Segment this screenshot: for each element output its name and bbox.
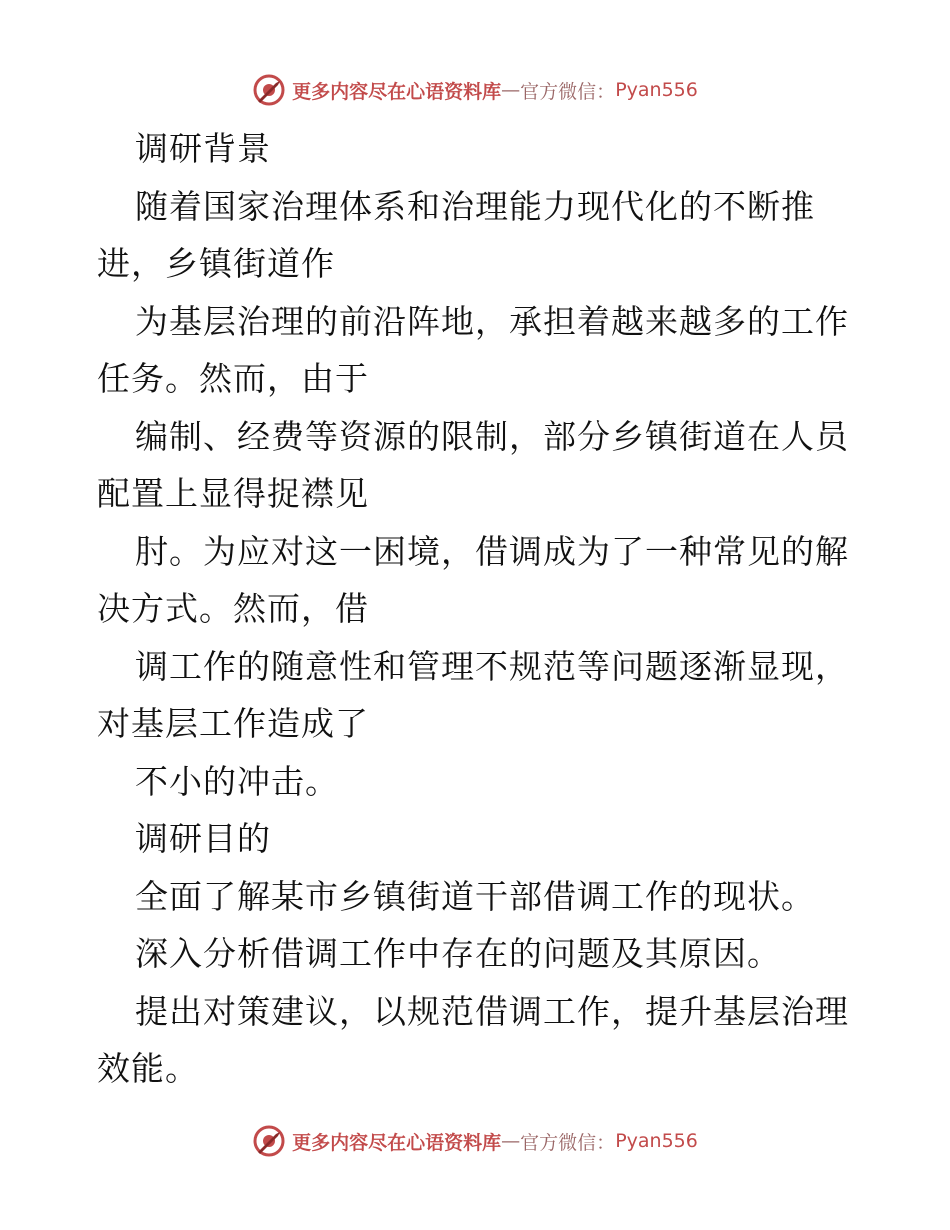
banner-wechat-id: Pyan556 (615, 1130, 698, 1152)
banner-separator: — (501, 1130, 521, 1152)
body-line: 进，乡镇街道作 (97, 244, 335, 283)
body-line: 肘。为应对这一困境，借调成为了一种常见的解 (135, 531, 849, 571)
banner-wechat-id: Pyan556 (615, 79, 698, 101)
body-line: 编制、经费等资源的限制，部分乡镇街道在人员 (135, 416, 849, 456)
body-line: 深入分析借调工作中存在的问题及其原因。 (135, 934, 781, 973)
banner-separator: — (501, 79, 521, 101)
banner-suffix: 官方微信： (520, 80, 616, 103)
banner-title: 更多内容尽在心语资料库 (292, 1131, 502, 1154)
body-line: 对基层工作造成了 (97, 704, 369, 743)
footer-banner (0, 1121, 950, 1161)
body-line: 调研目的 (135, 819, 271, 858)
brand-logo-icon (252, 73, 286, 107)
body-line: 为基层治理的前沿阵地，承担着越来越多的工作 (135, 301, 849, 341)
header-banner (0, 70, 950, 110)
document-body (97, 120, 857, 1098)
body-line: 不小的冲击。 (135, 761, 339, 801)
body-line: 任务。然而，由于 (97, 359, 369, 398)
brand-logo-icon (252, 1124, 286, 1158)
body-line: 配置上显得捉襟见 (97, 474, 369, 513)
body-line: 决方式。然而，借 (97, 589, 369, 628)
banner-suffix: 官方微信： (520, 1131, 616, 1154)
banner-title: 更多内容尽在心语资料库 (292, 80, 502, 103)
body-line: 随着国家治理体系和治理能力现代化的不断推 (135, 186, 815, 226)
body-line: 效能。 (97, 1049, 199, 1088)
body-line: 提出对策建议，以规范借调工作，提升基层治理 (135, 991, 849, 1031)
body-line: 全面了解某市乡镇街道干部借调工作的现状。 (135, 876, 815, 916)
body-line: 调工作的随意性和管理不规范等问题逐渐显现， (135, 646, 849, 686)
body-line: 调研背景 (135, 129, 271, 168)
